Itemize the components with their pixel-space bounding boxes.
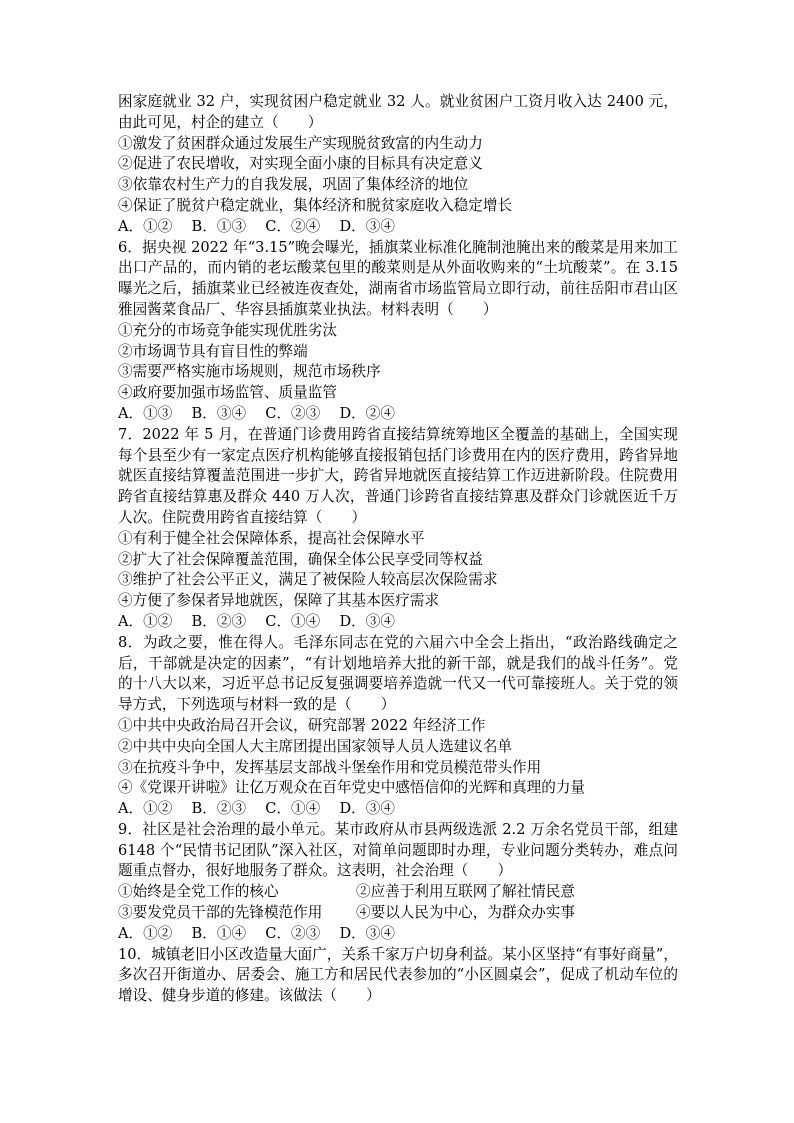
q8-stem: 8．为政之要，惟在得人。毛泽东同志在党的六届六中全会上指出，“政治路线确定之后，干部就是决定的因素”，“有计划地培养大批的新干部，就是我们的战斗任务”。党的十八大以来，习近平总书记反复强调要培养造就一代又一代可靠接班人。关于党的领导方式，下列选项与材料一致的是（ ）: [118, 633, 678, 714]
q9-options-row-2: [118, 903, 678, 924]
q7-option-2: ②扩大了社会保障覆盖范围，确保全体公民享受同等权益: [118, 550, 483, 568]
q9-choices: A．①② B．①④ C．②③ D．③④: [118, 924, 395, 942]
q7-stem: 7．2022 年 5 月，在普通门诊费用跨省直接结算统筹地区全覆盖的基础上，全国实现每个县至少有一家定点医疗机构能够直接报销包括门诊费用在内的医疗费用，跨省异地就医直接结算覆盖范围进一步扩大，跨省异地就医直接结算工作迈进新阶段。住院费用跨省直接结算惠及群众 440 万人次，普通门诊跨省直接结算惠及群众门诊就医近千万人次。住院费用跨省直接结算（ ）: [118, 425, 678, 526]
q9-options-row-1: [118, 882, 678, 903]
q8-choices: A．①② B．②③ C．①④ D．③④: [118, 800, 395, 818]
q6-option-3: ③需要严格实施市场规则，规范市场秩序: [118, 363, 381, 381]
q5-option-2: ②促进了农民增收，对实现全面小康的目标具有决定意义: [118, 155, 483, 173]
q7-option-4: ④方便了参保者异地就医，保障了其基本医疗需求: [118, 592, 440, 610]
q5-option-1: ①激发了贫困群众通过发展生产实现脱贫致富的内生动力: [118, 134, 483, 152]
q9-stem: 9．社区是社会治理的最小单元。某市政府从市县两级选派 2.2 万余名党员干部，组建 6148 个“民情书记团队”深入社区，对简单问题即时办理，专业问题分类转办，难点问题重点督办，很好地服务了群众。这表明，社会治理（ ）: [118, 820, 678, 880]
q8-option-3: ③在抗疫斗争中，发挥基层支部战斗堡垒作用和党员模范带头作用: [118, 758, 542, 776]
q8-option-1: ①中共中央政治局召开会议，研究部署 2022 年经济工作: [118, 716, 486, 734]
q9-option-3: ③要发党员干部的先锋模范作用: [118, 904, 323, 922]
q7-option-3: ③维护了社会公平正义，满足了被保险人较高层次保险需求: [118, 571, 498, 589]
q9-option-1: ①始终是全党工作的核心: [118, 883, 279, 901]
q8-option-2: ②中共中央向全国人大主席团提出国家领导人员人选建议名单: [118, 737, 513, 755]
q6-option-2: ②市场调节具有盲目性的弊端: [118, 342, 308, 360]
q6-choices: A．①③ B．③④ C．②③ D．②④: [118, 404, 395, 422]
q6-option-1: ①充分的市场竞争能实现优胜劣汰: [118, 321, 337, 339]
q6-option-4: ④政府要加强市场监管、质量监管: [118, 384, 337, 402]
q5-choices: A．①② B．①③ C．②④ D．③④: [118, 217, 395, 235]
q8-option-4: ④《党课开讲啦》让亿万观众在百年党史中感悟信仰的光辉和真理的力量: [118, 779, 586, 797]
q7-option-1: ①有利于健全社会保障体系，提高社会保障水平: [118, 529, 425, 547]
q6-stem: 6．据央视 2022 年“3.15”晚会曝光，插旗菜业标准化腌制池腌出来的酸菜是用来加工出口产品的，而内销的老坛酸菜包里的酸菜则是从外面收购来的“土坑酸菜”。在 3.15 曝光之后，插旗菜业已经被连夜查处，湖南省市场监管局立即行动，前往岳阳市君山区雅园酱菜食品厂、华容县插旗菜业执法。材料表明（ ）: [118, 238, 678, 318]
q5-stem: 困家庭就业 32 户，实现贫困户稳定就业 32 人。就业贫困户工资月收入达 2400 元，由此可见，村企的建立（ ）: [118, 93, 678, 131]
q9-option-2: ②应善于利用互联网了解社情民意: [356, 883, 575, 901]
q5-option-4: ④保证了脱贫户稳定就业，集体经济和脱贫家庭收入稳定增长: [118, 196, 513, 214]
q9-option-4: ④要以人民为中心，为群众办实事: [356, 904, 575, 922]
q10-stem: 10．城镇老旧小区改造量大面广，关系千家万户切身利益。某小区坚持“有事好商量”，多次召开街道办、居委会、施工方和居民代表参加的“小区圆桌会”，促成了机动车位的增设、健身步道的修建。该做法（ ）: [118, 945, 678, 1005]
document-page: [118, 92, 678, 1007]
q7-choices: A．①② B．②③ C．①④ D．③④: [118, 612, 395, 630]
q5-option-3: ③依靠农村生产力的自我发展，巩固了集体经济的地位: [118, 176, 469, 194]
